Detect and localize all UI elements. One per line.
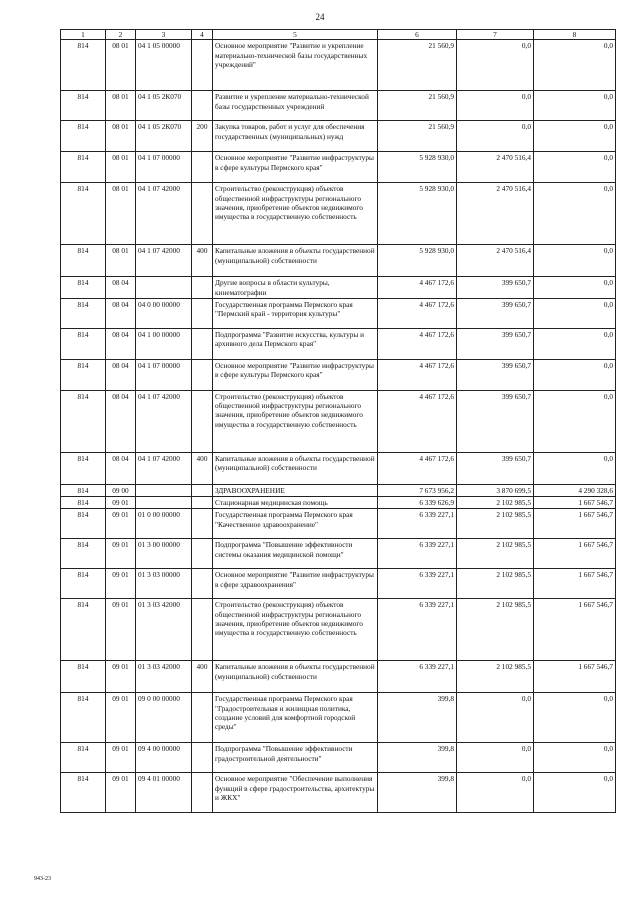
table-row xyxy=(61,328,616,359)
table-row xyxy=(61,40,616,91)
amount-col-7-cell: 399 650,7 xyxy=(457,452,534,484)
amount-col-6-cell: 21 560,9 xyxy=(378,40,457,91)
amount-col-7-cell: 0,0 xyxy=(457,693,534,743)
table-row xyxy=(61,121,616,152)
target-article-cell: 09 0 00 00000 xyxy=(136,693,192,743)
section-code-cell: 08 01 xyxy=(106,121,136,152)
table-row xyxy=(61,569,616,599)
description-cell: ЗДРАВООХРАНЕНИЕ xyxy=(213,484,378,496)
amount-col-7-cell: 3 870 699,5 xyxy=(457,484,534,496)
admin-code-cell: 814 xyxy=(61,743,106,773)
amount-col-7-cell: 2 102 985,5 xyxy=(457,509,534,539)
section-code-cell: 09 00 xyxy=(106,484,136,496)
description-cell: Государственная программа Пермского края "Пермский край - территория культуры" xyxy=(213,298,378,328)
table-row xyxy=(61,693,616,743)
amount-col-6-cell: 399,8 xyxy=(378,693,457,743)
section-code-cell: 09 01 xyxy=(106,693,136,743)
footer-code: 943-23 xyxy=(34,876,51,882)
amount-col-7-cell: 0,0 xyxy=(457,743,534,773)
table-row xyxy=(61,298,616,328)
amount-col-6-cell: 399,8 xyxy=(378,773,457,813)
amount-col-7-cell: 0,0 xyxy=(457,91,534,121)
amount-col-7-cell: 2 102 985,5 xyxy=(457,599,534,661)
header-col-1: 1 xyxy=(61,30,106,40)
amount-col-6-cell: 6 339 227,1 xyxy=(378,661,457,693)
amount-col-7-cell: 0,0 xyxy=(457,40,534,91)
page-number: 24 xyxy=(315,12,325,22)
amount-col-8-cell: 0,0 xyxy=(534,359,616,390)
expense-type-cell xyxy=(192,152,213,183)
description-cell: Основное мероприятие "Развитие инфраструктуры в сфере здравоохранения" xyxy=(213,569,378,599)
expense-type-cell: 400 xyxy=(192,245,213,277)
admin-code-cell: 814 xyxy=(61,773,106,813)
amount-col-8-cell: 0,0 xyxy=(534,452,616,484)
amount-col-8-cell: 4 290 328,6 xyxy=(534,484,616,496)
amount-col-7-cell: 2 102 985,5 xyxy=(457,539,534,569)
admin-code-cell: 814 xyxy=(61,328,106,359)
admin-code-cell: 814 xyxy=(61,359,106,390)
amount-col-6-cell: 21 560,9 xyxy=(378,121,457,152)
expense-type-cell: 400 xyxy=(192,661,213,693)
section-code-cell: 08 01 xyxy=(106,245,136,277)
admin-code-cell: 814 xyxy=(61,183,106,245)
expense-type-cell xyxy=(192,497,213,509)
table-row xyxy=(61,484,616,496)
expense-type-cell: 400 xyxy=(192,452,213,484)
table-row xyxy=(61,497,616,509)
amount-col-6-cell: 21 560,9 xyxy=(378,91,457,121)
table-row xyxy=(61,661,616,693)
description-cell: Государственная программа Пермского края "Градостроительная и жилищная политика, создание условий для комфортной городской среды" xyxy=(213,693,378,743)
description-cell: Государственная программа Пермского края "Качественное здравоохранение" xyxy=(213,509,378,539)
expense-type-cell xyxy=(192,91,213,121)
admin-code-cell: 814 xyxy=(61,569,106,599)
target-article-cell: 04 1 07 00000 xyxy=(136,359,192,390)
amount-col-6-cell: 4 467 172,6 xyxy=(378,452,457,484)
table-row xyxy=(61,599,616,661)
table-row xyxy=(61,390,616,452)
description-cell: Капитальные вложения в объекты государственной (муниципальной) собственности xyxy=(213,661,378,693)
table-row xyxy=(61,152,616,183)
section-code-cell: 08 01 xyxy=(106,40,136,91)
header-col-2: 2 xyxy=(106,30,136,40)
expense-type-cell: 200 xyxy=(192,121,213,152)
amount-col-6-cell: 6 339 227,1 xyxy=(378,599,457,661)
table-row xyxy=(61,539,616,569)
amount-col-6-cell: 6 339 626,9 xyxy=(378,497,457,509)
table-row xyxy=(61,183,616,245)
description-cell: Закупка товаров, работ и услуг для обеспечения государственных (муниципальных) нужд xyxy=(213,121,378,152)
section-code-cell: 08 04 xyxy=(106,298,136,328)
section-code-cell: 08 01 xyxy=(106,152,136,183)
section-code-cell: 08 04 xyxy=(106,328,136,359)
target-article-cell: 01 3 03 00000 xyxy=(136,569,192,599)
amount-col-6-cell: 4 467 172,6 xyxy=(378,277,457,299)
target-article-cell: 09 4 01 00000 xyxy=(136,773,192,813)
amount-col-7-cell: 0,0 xyxy=(457,121,534,152)
amount-col-7-cell: 2 470 516,4 xyxy=(457,183,534,245)
target-article-cell: 01 3 03 42000 xyxy=(136,599,192,661)
table-row xyxy=(61,91,616,121)
admin-code-cell: 814 xyxy=(61,40,106,91)
amount-col-6-cell: 6 339 227,1 xyxy=(378,569,457,599)
section-code-cell: 08 04 xyxy=(106,390,136,452)
amount-col-8-cell: 1 667 546,7 xyxy=(534,509,616,539)
budget-table xyxy=(60,29,616,813)
section-code-cell: 09 01 xyxy=(106,509,136,539)
description-cell: Другие вопросы в области культуры, кинематографии xyxy=(213,277,378,299)
section-code-cell: 08 04 xyxy=(106,359,136,390)
amount-col-8-cell: 0,0 xyxy=(534,390,616,452)
description-cell: Подпрограмма "Повышение эффективности системы оказания медицинской помощи" xyxy=(213,539,378,569)
amount-col-6-cell: 5 928 930,0 xyxy=(378,183,457,245)
amount-col-7-cell: 399 650,7 xyxy=(457,390,534,452)
table-row xyxy=(61,452,616,484)
section-code-cell: 09 01 xyxy=(106,743,136,773)
header-col-3: 3 xyxy=(136,30,192,40)
amount-col-8-cell: 0,0 xyxy=(534,40,616,91)
amount-col-7-cell: 0,0 xyxy=(457,773,534,813)
target-article-cell: 09 4 00 00000 xyxy=(136,743,192,773)
amount-col-8-cell: 0,0 xyxy=(534,152,616,183)
target-article-cell: 04 1 07 42000 xyxy=(136,390,192,452)
section-code-cell: 09 01 xyxy=(106,497,136,509)
target-article-cell xyxy=(136,497,192,509)
target-article-cell: 04 1 05 2К070 xyxy=(136,91,192,121)
target-article-cell xyxy=(136,277,192,299)
amount-col-8-cell: 1 667 546,7 xyxy=(534,497,616,509)
amount-col-6-cell: 4 467 172,6 xyxy=(378,359,457,390)
amount-col-6-cell: 7 673 956,2 xyxy=(378,484,457,496)
expense-type-cell xyxy=(192,277,213,299)
admin-code-cell: 814 xyxy=(61,298,106,328)
admin-code-cell: 814 xyxy=(61,152,106,183)
amount-col-6-cell: 5 928 930,0 xyxy=(378,245,457,277)
section-code-cell: 08 01 xyxy=(106,183,136,245)
description-cell: Строительство (реконструкция) объектов общественной инфраструктуры регионального значения, приобретение объектов недвижимого имущества в государственную собственность xyxy=(213,599,378,661)
admin-code-cell: 814 xyxy=(61,693,106,743)
amount-col-7-cell: 2 102 985,5 xyxy=(457,569,534,599)
table-row xyxy=(61,743,616,773)
amount-col-8-cell: 0,0 xyxy=(534,91,616,121)
target-article-cell: 04 1 07 42000 xyxy=(136,452,192,484)
description-cell: Основное мероприятие "Развитие и укрепление материально-технической базы государственных учреждений" xyxy=(213,40,378,91)
expense-type-cell xyxy=(192,359,213,390)
target-article-cell: 04 1 05 2К070 xyxy=(136,121,192,152)
table-row xyxy=(61,359,616,390)
target-article-cell: 04 0 00 00000 xyxy=(136,298,192,328)
description-cell: Строительство (реконструкция) объектов общественной инфраструктуры регионального значения, приобретение объектов недвижимого имущества в государственную собственность xyxy=(213,183,378,245)
admin-code-cell: 814 xyxy=(61,121,106,152)
section-code-cell: 08 04 xyxy=(106,277,136,299)
admin-code-cell: 814 xyxy=(61,390,106,452)
expense-type-cell xyxy=(192,773,213,813)
expense-type-cell xyxy=(192,183,213,245)
expense-type-cell xyxy=(192,743,213,773)
target-article-cell: 04 1 07 42000 xyxy=(136,245,192,277)
description-cell: Развитие и укрепление материально-технической базы государственных учреждений xyxy=(213,91,378,121)
expense-type-cell xyxy=(192,599,213,661)
admin-code-cell: 814 xyxy=(61,509,106,539)
expense-type-cell xyxy=(192,539,213,569)
amount-col-6-cell: 4 467 172,6 xyxy=(378,298,457,328)
amount-col-8-cell: 0,0 xyxy=(534,121,616,152)
amount-col-6-cell: 399,8 xyxy=(378,743,457,773)
admin-code-cell: 814 xyxy=(61,277,106,299)
amount-col-8-cell: 0,0 xyxy=(534,328,616,359)
amount-col-7-cell: 2 470 516,4 xyxy=(457,245,534,277)
description-cell: Подпрограмма "Повышение эффективности градостроительной деятельности" xyxy=(213,743,378,773)
description-cell: Капитальные вложения в объекты государственной (муниципальной) собственности xyxy=(213,245,378,277)
expense-type-cell xyxy=(192,509,213,539)
header-col-5: 5 xyxy=(213,30,378,40)
target-article-cell: 04 1 00 00000 xyxy=(136,328,192,359)
amount-col-8-cell: 0,0 xyxy=(534,693,616,743)
target-article-cell: 04 1 05 00000 xyxy=(136,40,192,91)
amount-col-6-cell: 5 928 930,0 xyxy=(378,152,457,183)
section-code-cell: 08 04 xyxy=(106,452,136,484)
admin-code-cell: 814 xyxy=(61,539,106,569)
target-article-cell: 04 1 07 00000 xyxy=(136,152,192,183)
admin-code-cell: 814 xyxy=(61,91,106,121)
amount-col-8-cell: 0,0 xyxy=(534,743,616,773)
admin-code-cell: 814 xyxy=(61,245,106,277)
table-row xyxy=(61,773,616,813)
amount-col-8-cell: 0,0 xyxy=(534,183,616,245)
amount-col-8-cell: 1 667 546,7 xyxy=(534,539,616,569)
table-header-row xyxy=(61,30,616,40)
admin-code-cell: 814 xyxy=(61,484,106,496)
expense-type-cell xyxy=(192,569,213,599)
amount-col-7-cell: 399 650,7 xyxy=(457,359,534,390)
amount-col-7-cell: 2 102 985,5 xyxy=(457,661,534,693)
section-code-cell: 09 01 xyxy=(106,539,136,569)
admin-code-cell: 814 xyxy=(61,661,106,693)
amount-col-8-cell: 0,0 xyxy=(534,277,616,299)
expense-type-cell xyxy=(192,693,213,743)
expense-type-cell xyxy=(192,390,213,452)
amount-col-8-cell: 1 667 546,7 xyxy=(534,661,616,693)
description-cell: Строительство (реконструкция) объектов общественной инфраструктуры регионального значения, приобретение объектов недвижимого имущества в государственную собственность xyxy=(213,390,378,452)
description-cell: Подпрограмма "Развитие искусства, культуры и архивного дела Пермского края" xyxy=(213,328,378,359)
target-article-cell: 04 1 07 42000 xyxy=(136,183,192,245)
amount-col-7-cell: 2 102 985,5 xyxy=(457,497,534,509)
section-code-cell: 09 01 xyxy=(106,661,136,693)
admin-code-cell: 814 xyxy=(61,599,106,661)
amount-col-8-cell: 0,0 xyxy=(534,298,616,328)
table-body xyxy=(61,40,616,813)
expense-type-cell xyxy=(192,328,213,359)
table-row xyxy=(61,245,616,277)
amount-col-8-cell: 1 667 546,7 xyxy=(534,599,616,661)
header-col-7: 7 xyxy=(457,30,534,40)
amount-col-6-cell: 4 467 172,6 xyxy=(378,390,457,452)
amount-col-7-cell: 399 650,7 xyxy=(457,298,534,328)
amount-col-6-cell: 6 339 227,1 xyxy=(378,539,457,569)
admin-code-cell: 814 xyxy=(61,497,106,509)
amount-col-8-cell: 0,0 xyxy=(534,245,616,277)
description-cell: Основное мероприятие "Развитие инфраструктуры в сфере культуры Пермского края" xyxy=(213,152,378,183)
amount-col-7-cell: 2 470 516,4 xyxy=(457,152,534,183)
expense-type-cell xyxy=(192,298,213,328)
section-code-cell: 09 01 xyxy=(106,599,136,661)
amount-col-7-cell: 399 650,7 xyxy=(457,328,534,359)
description-cell: Стационарная медицинская помощь xyxy=(213,497,378,509)
amount-col-6-cell: 6 339 227,1 xyxy=(378,509,457,539)
table-row xyxy=(61,277,616,299)
amount-col-7-cell: 399 650,7 xyxy=(457,277,534,299)
amount-col-8-cell: 1 667 546,7 xyxy=(534,569,616,599)
description-cell: Основное мероприятие "Развитие инфраструктуры в сфере культуры Пермского края" xyxy=(213,359,378,390)
header-col-4: 4 xyxy=(192,30,213,40)
target-article-cell xyxy=(136,484,192,496)
header-col-8: 8 xyxy=(534,30,616,40)
expense-type-cell xyxy=(192,484,213,496)
table-row xyxy=(61,509,616,539)
description-cell: Капитальные вложения в объекты государственной (муниципальной) собственности xyxy=(213,452,378,484)
admin-code-cell: 814 xyxy=(61,452,106,484)
expense-type-cell xyxy=(192,40,213,91)
target-article-cell: 01 0 00 00000 xyxy=(136,509,192,539)
section-code-cell: 08 01 xyxy=(106,91,136,121)
amount-col-8-cell: 0,0 xyxy=(534,773,616,813)
target-article-cell: 01 3 03 42000 xyxy=(136,661,192,693)
section-code-cell: 09 01 xyxy=(106,569,136,599)
target-article-cell: 01 3 00 00000 xyxy=(136,539,192,569)
section-code-cell: 09 01 xyxy=(106,773,136,813)
amount-col-6-cell: 4 467 172,6 xyxy=(378,328,457,359)
description-cell: Основное мероприятие "Обеспечение выполнения функций в сфере градостроительства, архитектуры и ЖКХ" xyxy=(213,773,378,813)
header-col-6: 6 xyxy=(378,30,457,40)
